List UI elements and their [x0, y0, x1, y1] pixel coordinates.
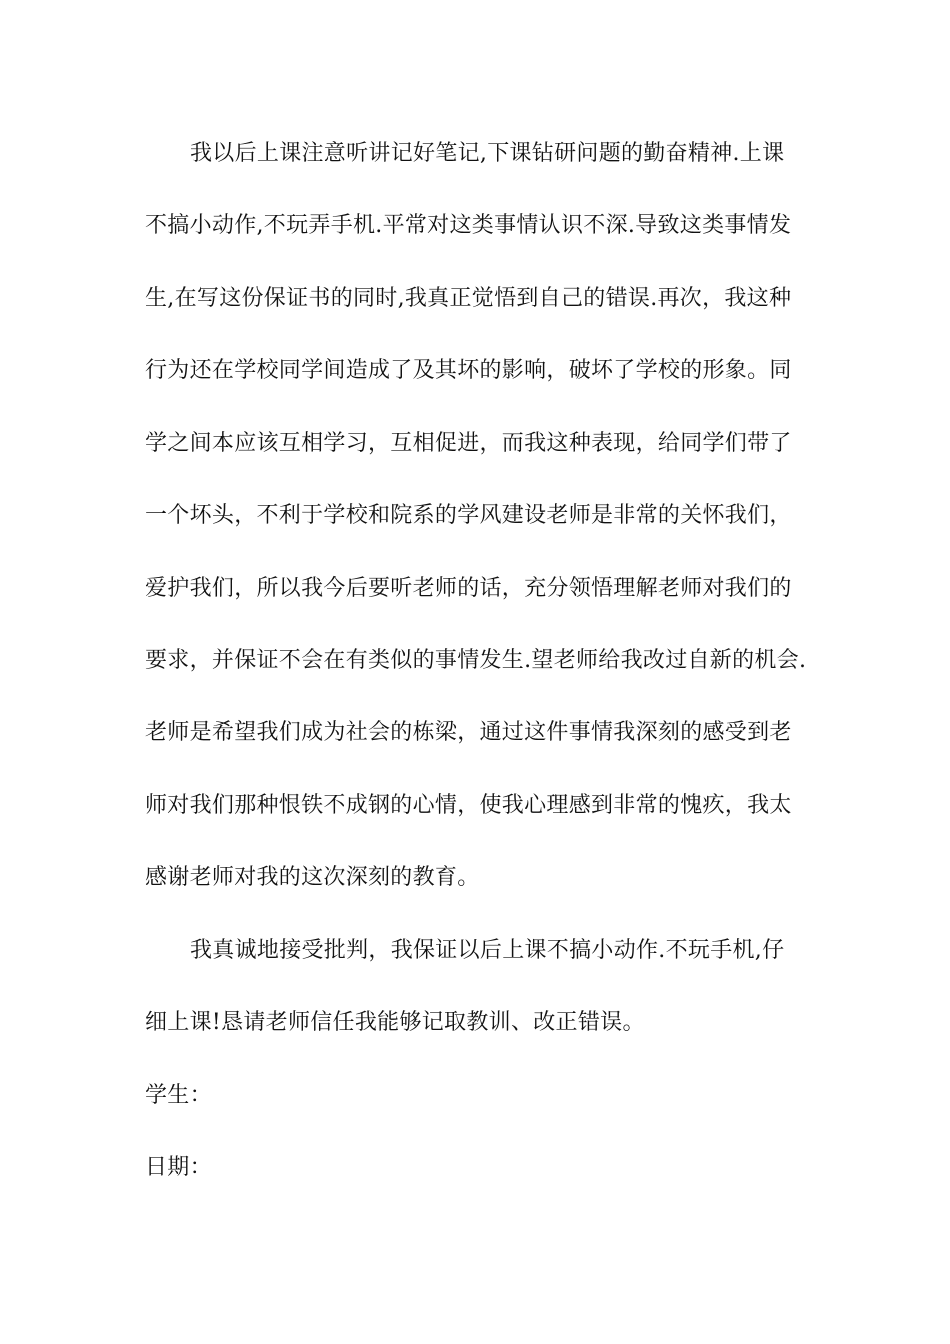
- paragraph-2-line-2: 细上课!恳请老师信任我能够记取教训、改正错误。: [145, 1010, 645, 1035]
- paragraph-1-line-3: 生,在写这份保证书的同时,我真正觉悟到自己的错误.再次，我这种: [145, 286, 792, 311]
- student-label: 学生：: [145, 1083, 212, 1108]
- paragraph-1-line-11: 感谢老师对我的这次深刻的教育。: [145, 865, 480, 890]
- paragraph-1-line-9: 老师是希望我们成为社会的栋梁，通过这件事情我深刻的感受到老: [145, 720, 792, 745]
- date-label: 日期：: [145, 1155, 212, 1180]
- paragraph-1-line-4: 行为还在学校同学间造成了及其坏的影响，破坏了学校的形象。同: [145, 358, 792, 383]
- paragraph-1-line-6: 一个坏头，不利于学校和院系的学风建设老师是非常的关怀我们，: [145, 503, 792, 528]
- paragraph-1-line-1: 我以后上课注意听讲记好笔记,下课钻研问题的勤奋精神.上课: [190, 141, 785, 166]
- paragraph-2-line-1: 我真诚地接受批判，我保证以后上课不搞小动作.不玩手机,仔: [190, 938, 785, 963]
- paragraph-1-line-10: 师对我们那种恨铁不成钢的心情，使我心理感到非常的愧疚，我太: [145, 793, 792, 818]
- paragraph-1-line-7: 爱护我们，所以我今后要听老师的话，充分领悟理解老师对我们的: [145, 576, 792, 601]
- paragraph-1-line-8: 要求，并保证不会在有类似的事情发生.望老师给我改过自新的机会.: [145, 648, 807, 673]
- paragraph-1-line-2: 不搞小动作,不玩弄手机.平常对这类事情认识不深.导致这类事情发: [145, 213, 792, 238]
- paragraph-1-line-5: 学之间本应该互相学习，互相促进，而我这种表现，给同学们带了: [145, 431, 792, 456]
